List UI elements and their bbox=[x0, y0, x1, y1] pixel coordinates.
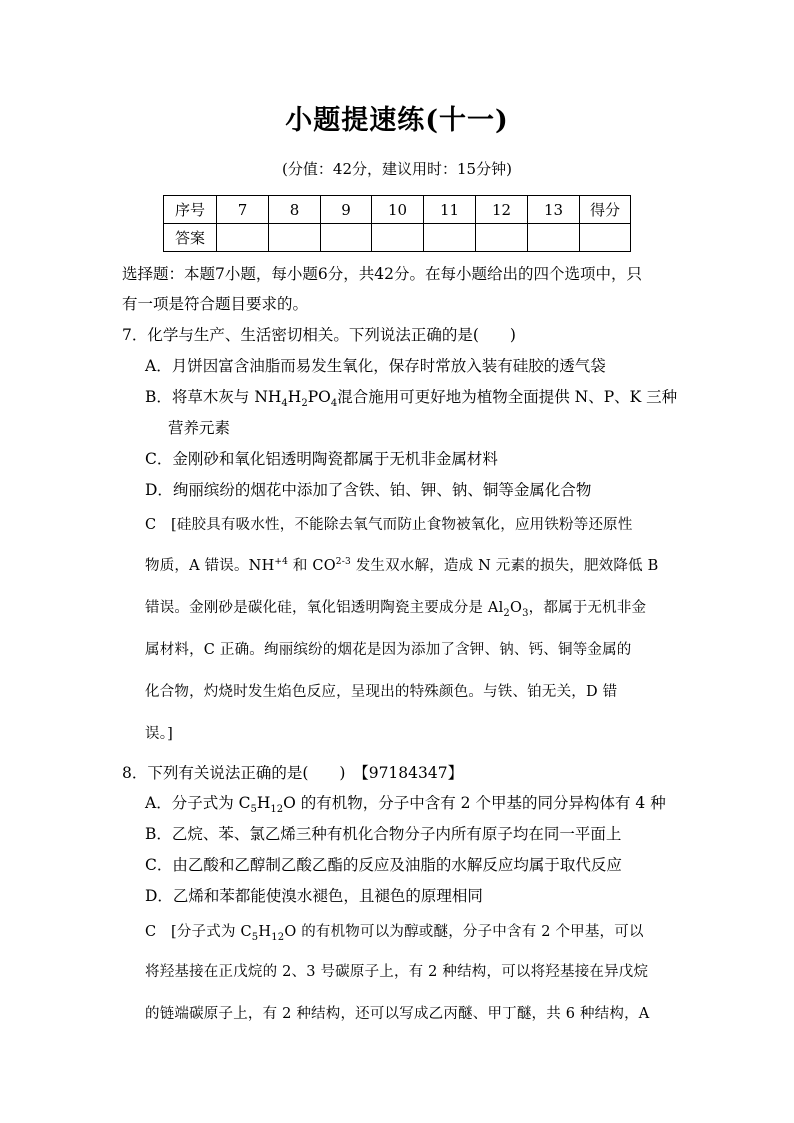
table-cell: 序号 bbox=[164, 196, 217, 224]
superscript: +4 bbox=[274, 557, 289, 568]
table-cell: 8 bbox=[269, 196, 321, 224]
q7-option-b-cont: 营养元素 bbox=[168, 419, 231, 437]
subscript: 2 bbox=[301, 398, 308, 410]
subscript: 5 bbox=[250, 804, 257, 816]
table-cell: 得分 bbox=[580, 196, 631, 224]
text-run: 混合施用可更好地为植物全面提供 N、P、K 三种 bbox=[337, 388, 678, 406]
q7-explanation-line-2 bbox=[145, 554, 658, 575]
subscript: 12 bbox=[270, 804, 284, 816]
instructions-line-2: 有一项是符合题目要求的。 bbox=[122, 295, 309, 313]
q7-explanation-line-6: 误。] bbox=[145, 726, 174, 742]
page-subtitle: (分值：42分，建议用时：15分钟) bbox=[282, 160, 512, 178]
answer-cell[interactable] bbox=[321, 224, 372, 252]
text-run: O bbox=[509, 600, 523, 616]
table-cell: 9 bbox=[321, 196, 372, 224]
answer-cell[interactable] bbox=[528, 224, 580, 252]
q7-explanation-line-4: 属材料，C 正确。绚丽缤纷的烟花是因为添加了含钾、钠、钙、铜等金属的 bbox=[145, 642, 632, 658]
table-cell: 7 bbox=[217, 196, 269, 224]
text-run: H bbox=[258, 924, 272, 940]
q8-option-b: B．乙烷、苯、氯乙烯三种有机化合物分子内所有原子均在同一平面上 bbox=[145, 825, 622, 843]
page-title: 小题提速练(十一) bbox=[285, 105, 509, 136]
table-cell: 答案 bbox=[164, 224, 217, 252]
answer-cell[interactable] bbox=[476, 224, 528, 252]
table-cell: 10 bbox=[372, 196, 424, 224]
table-cell: 13 bbox=[528, 196, 580, 224]
q8-option-c: C．由乙酸和乙醇制乙酸乙酯的反应及油脂的水解反应均属于取代反应 bbox=[145, 856, 622, 874]
q8-explanation-line-2: 将羟基接在正戊烷的 2、3 号碳原子上，有 2 种结构，可以将羟基接在异戊烷 bbox=[145, 964, 649, 980]
q7-explanation-line-1: C [硅胶具有吸水性，不能除去氧气而防止食物被氧化，应用铁粉等还原性 bbox=[145, 517, 633, 533]
q7-option-d: D．绚丽缤纷的烟花中添加了含铁、铂、钾、钠、铜等金属化合物 bbox=[145, 481, 592, 499]
text-run: PO bbox=[307, 388, 331, 406]
answer-table bbox=[163, 195, 631, 252]
q7-stem: 7．化学与生产、生活密切相关。下列说法正确的是( ) bbox=[122, 326, 516, 344]
answer-cell[interactable] bbox=[372, 224, 424, 252]
text-run: 和 CO bbox=[288, 558, 336, 574]
subscript: 2 bbox=[503, 607, 510, 619]
score-cell[interactable] bbox=[580, 224, 631, 252]
table-answer-row bbox=[164, 224, 631, 252]
table-cell: 11 bbox=[424, 196, 476, 224]
superscript: 2-3 bbox=[335, 557, 351, 568]
text-run: H bbox=[256, 794, 271, 812]
text-run: B．将草木灰与 NH bbox=[145, 388, 282, 406]
q7-explanation-line-5: 化合物，灼烧时发生焰色反应，呈现出的特殊颜色。与铁、铂无关，D 错 bbox=[145, 684, 618, 700]
q8-option-a bbox=[145, 791, 666, 815]
text-run: 物质，A 错误。NH bbox=[145, 558, 275, 574]
q7-explanation-line-3 bbox=[145, 596, 646, 619]
subscript: 4 bbox=[330, 398, 338, 410]
answer-cell[interactable] bbox=[424, 224, 476, 252]
q7-option-b bbox=[145, 385, 677, 409]
text-run: ，都属于无机非金 bbox=[528, 600, 647, 616]
instructions-line-1: 选择题：本题7小题，每小题6分，共42分。在每小题给出的四个选项中，只 bbox=[122, 265, 642, 283]
q7-option-c: C．金刚砂和氧化铝透明陶瓷都属于无机非金属材料 bbox=[145, 450, 498, 468]
text-run: A．分子式为 C bbox=[145, 794, 251, 812]
q8-stem: 8．下列有关说法正确的是( ) 【97184347】 bbox=[122, 764, 464, 782]
text-run: 错误。金刚砂是碳化硅，氧化铝透明陶瓷主要成分是 Al bbox=[145, 600, 504, 616]
text-run: O 的有机物可以为醇或醚，分子中含有 2 个甲基，可以 bbox=[284, 924, 644, 940]
table-header-row bbox=[164, 196, 631, 224]
text-run: 发生双水解，造成 N 元素的损失，肥效降低 B bbox=[350, 558, 659, 574]
answer-cell[interactable] bbox=[217, 224, 269, 252]
subscript: 12 bbox=[271, 931, 285, 943]
q8-explanation-line-3: 的链端碳原子上，有 2 种结构，还可以写成乙丙醚、甲丁醚，共 6 种结构，A bbox=[145, 1006, 650, 1022]
subscript: 4 bbox=[281, 398, 288, 410]
answer-cell[interactable] bbox=[269, 224, 321, 252]
q7-option-a: A．月饼因富含油脂而易发生氧化，保存时常放入装有硅胶的透气袋 bbox=[145, 357, 606, 375]
subscript: 5 bbox=[251, 931, 259, 943]
text-run: C [分子式为 C bbox=[145, 924, 252, 940]
q8-explanation-line-1 bbox=[145, 920, 644, 943]
text-run: O 的有机物，分子中含有 2 个甲基的同分异构体有 4 种 bbox=[283, 794, 666, 812]
q8-option-d: D．乙烯和苯都能使溴水褪色，且褪色的原理相同 bbox=[145, 887, 483, 905]
text-run: H bbox=[287, 388, 302, 406]
subscript: 3 bbox=[522, 607, 529, 619]
table-cell: 12 bbox=[476, 196, 528, 224]
